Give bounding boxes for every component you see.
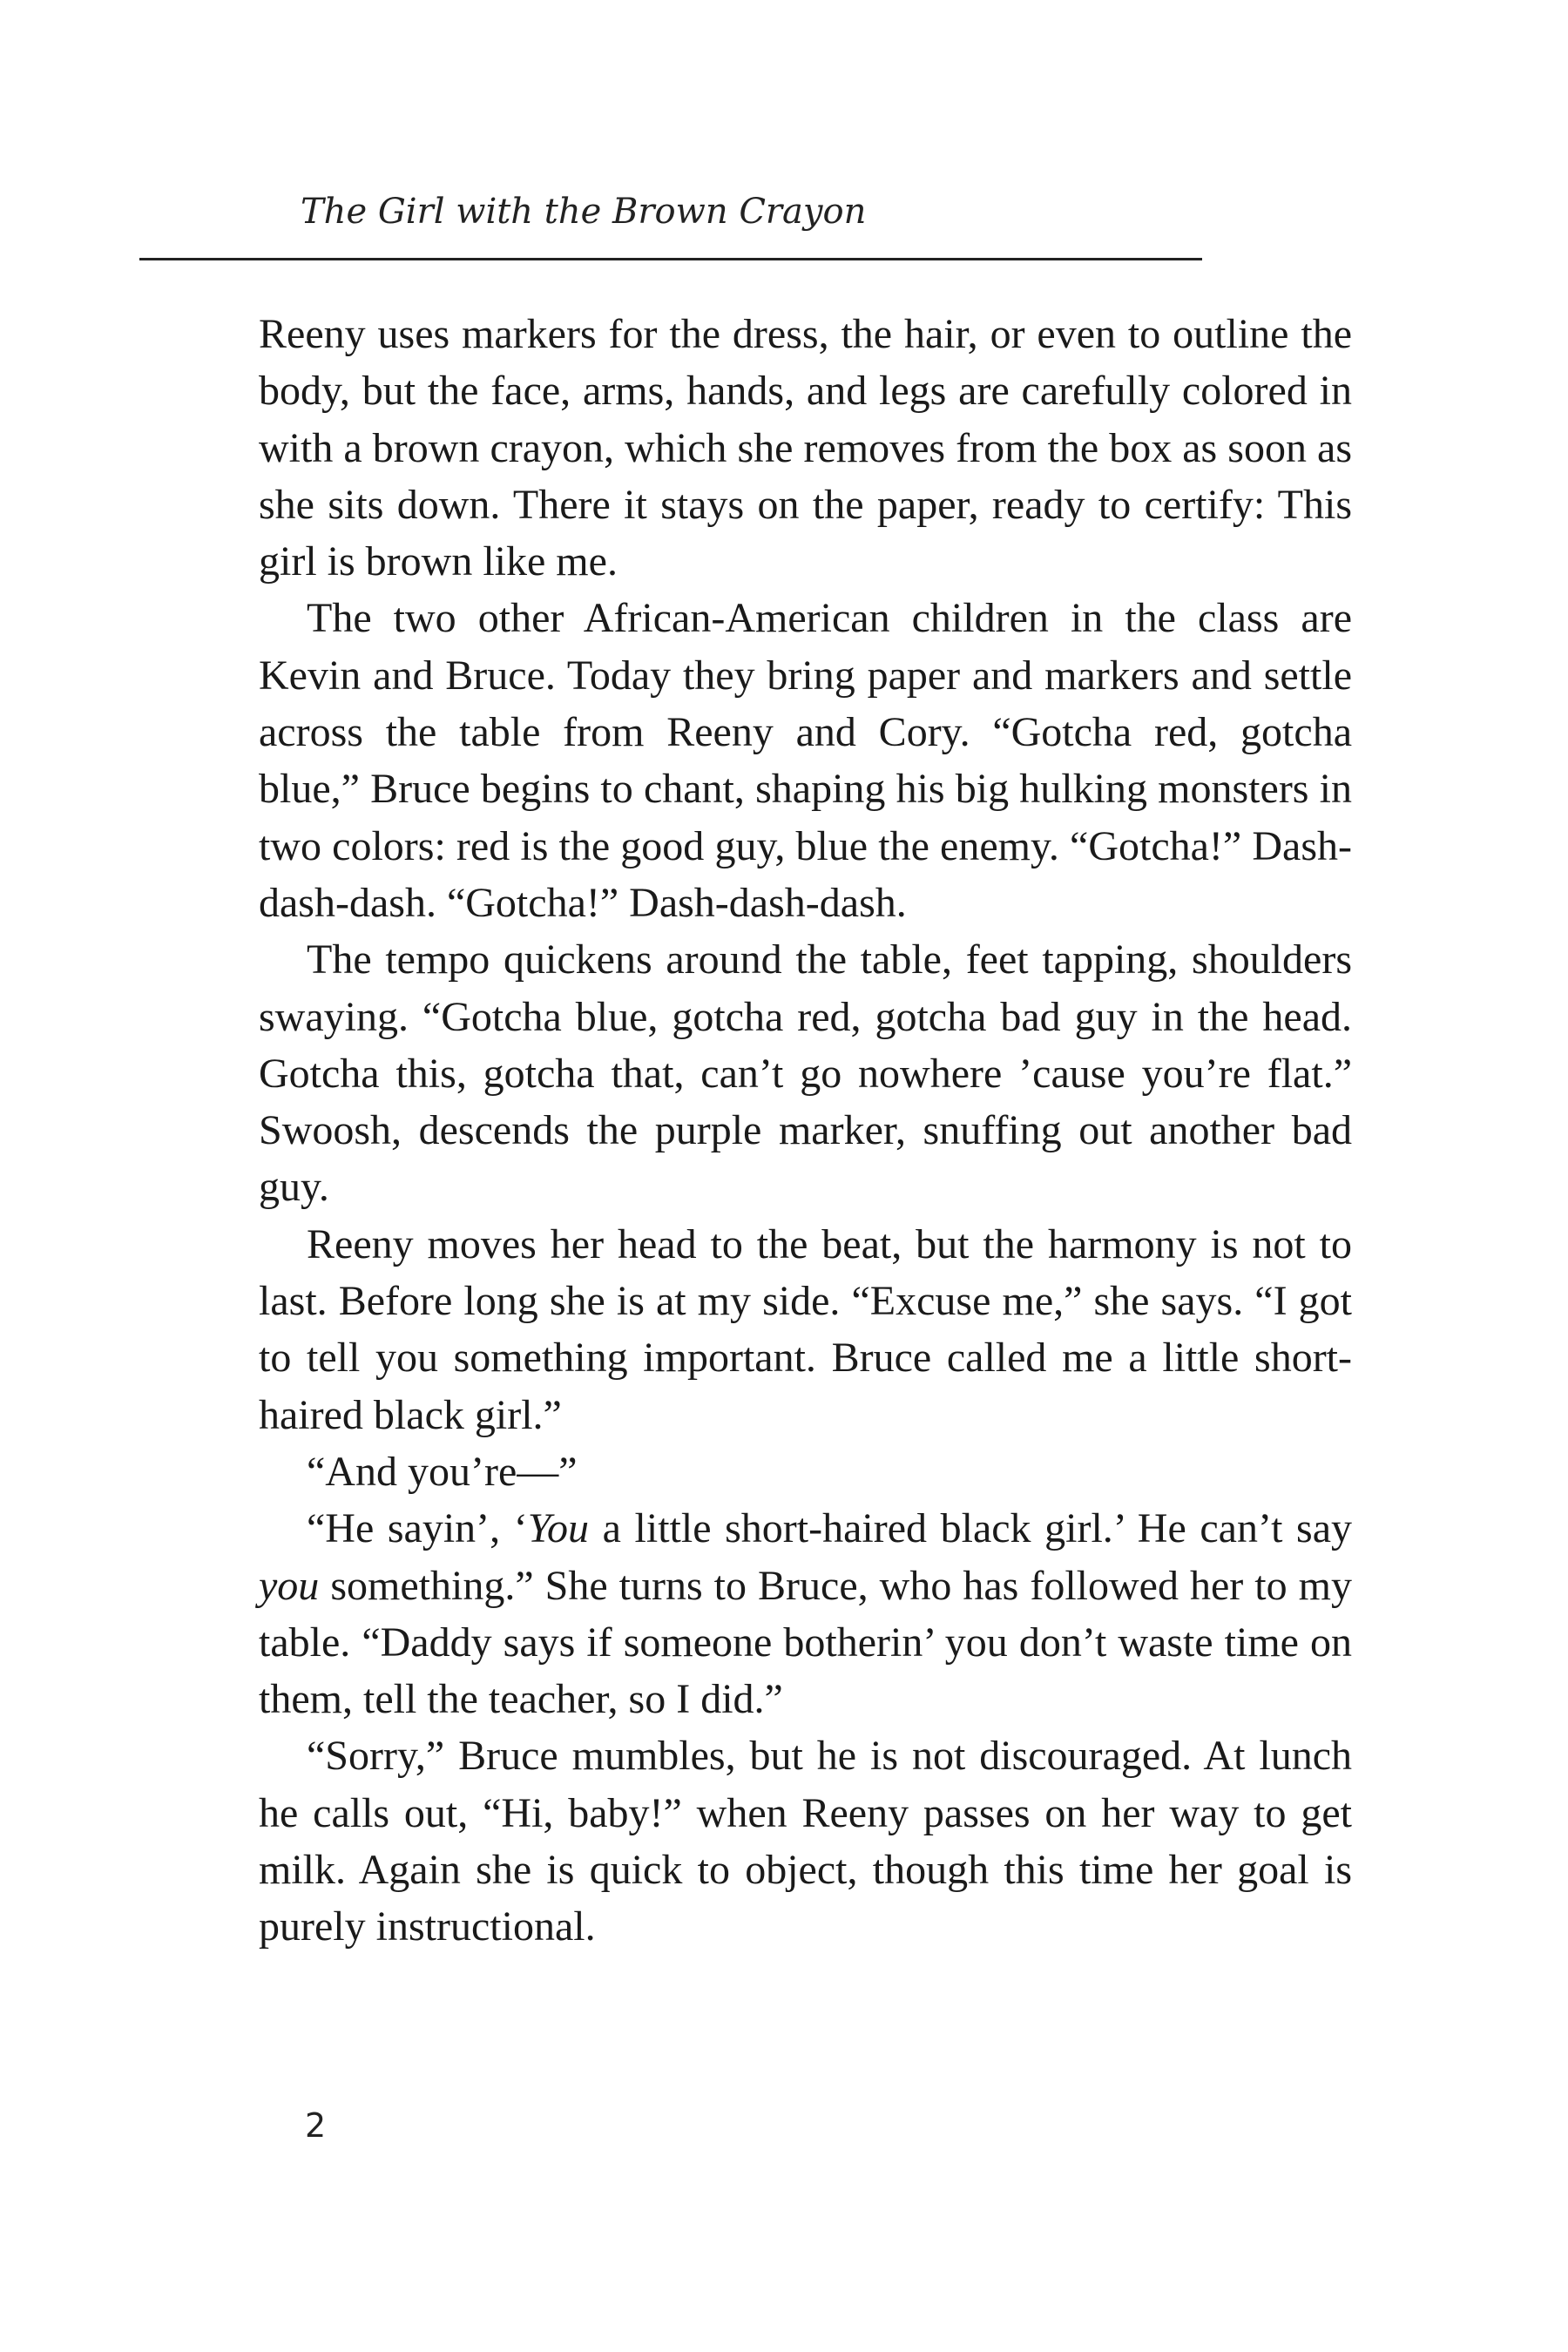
running-head-title: The Girl with the Brown Crayon: [301, 192, 867, 232]
paragraph: The tempo quickens around the table, feet tapping, shoulders swaying. “Gotcha blue, gotcha red, gotcha bad guy in the head. Gotcha this, gotcha that, can’t go nowhere ’cause you’re flat.” Swoosh, descends the purple marker, snuffing out another bad guy.: [259, 936, 1352, 1211]
paragraph: Reeny uses markers for the dress, the hair, or even to outline the body, but the face, arms, hands, and legs are carefully colored in with a brown crayon, which she removes from the box as soon as she sits down. There it stays on the paper, ready to certify: This girl is brown like me.: [259, 311, 1352, 585]
body-text: [259, 306, 1352, 1956]
emphasis: You: [527, 1505, 590, 1552]
paragraph: Reeny moves her head to the beat, but the harmony is not to last. Before long she is at my side. “Excuse me,” she says. “I got to tell you something important. Bruce called me a little short-haired black girl.”: [259, 1220, 1352, 1438]
text-run: a little short-haired black girl.’ He can’t say: [589, 1505, 1353, 1552]
page-number: 2: [305, 2106, 327, 2145]
text-run: something.” She turns to Bruce, who has followed her to my table. “Daddy says if someone botherin’ you don’t waste time on them, tell the teacher, so I did.”: [259, 1562, 1352, 1723]
paragraph: [259, 1500, 1352, 1727]
paragraph: The two other African-American children in the class are Kevin and Bruce. Today they bring paper and markers and settle across the table from Reeny and Cory. “Gotcha red, gotcha blue,” Bruce begins to chant, shaping his big hulking monsters in two colors: red is the good guy, blue the enemy. “Gotcha!” Dash-dash-dash. “Gotcha!” Dash-dash-dash.: [259, 595, 1352, 926]
emphasis: you: [259, 1562, 320, 1609]
text-run: “He sayin’, ‘: [307, 1505, 528, 1552]
paragraph: “And you’re—”: [307, 1448, 578, 1495]
header-rule: [139, 258, 1202, 260]
paragraph: “Sorry,” Bruce mumbles, but he is not discouraged. At lunch he calls out, “Hi, baby!” when Reeny passes on her way to get milk. Again she is quick to object, though this time her goal is purely instructional.: [259, 1733, 1352, 1950]
